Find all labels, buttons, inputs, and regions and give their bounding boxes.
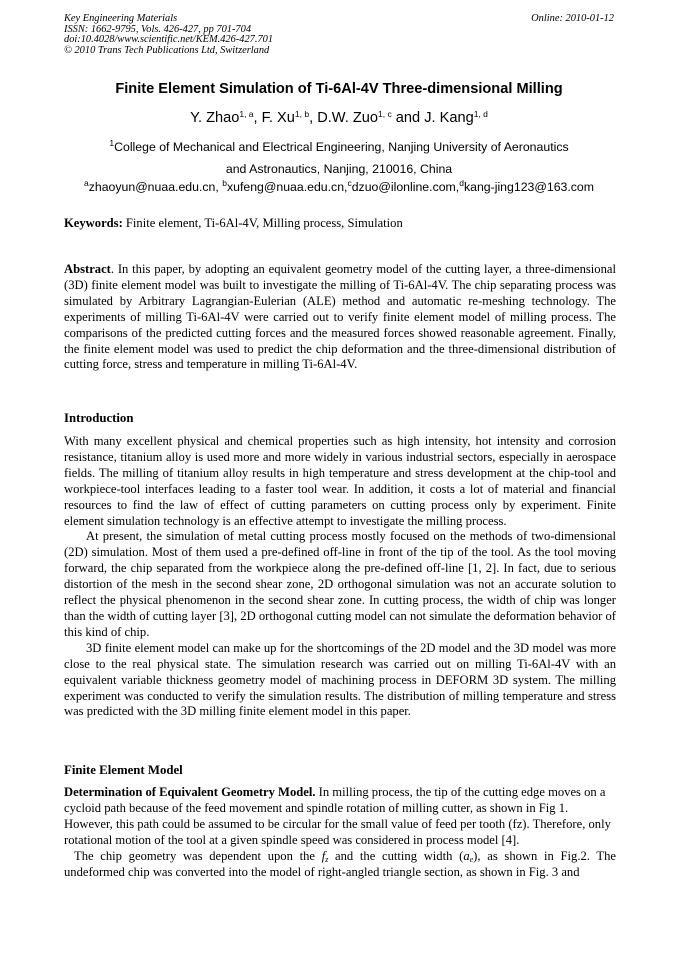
keywords-text: Finite element, Ti-6Al-4V, Milling process, Simulation [122, 216, 403, 230]
paragraph: In milling process, the tip of the cutting edge moves on a cycloid path because of the feed movement and spindle rotation of milling cutter, as shown in Fig 1. However, this path could be assumed to be circular for the small value of feed per tooth (fz). Therefore, only rotational motion of the tool at a given spindle speed was considered in process model [4]. [64, 785, 611, 847]
keywords-label: Keywords: [64, 216, 123, 230]
paragraph: 3D finite element model can make up for the shortcomings of the 2D model and the 3D model was more close to the real physical state. The simulation research was carried out on milling Ti-6Al-4V with an equivalent variable thickness geometry model of machining process in DEFORM 3D system. The milling experiment was conducted to verify the simulation results. The distribution of milling temperature and stress was predicted with the 3D milling finite element model in this paper. [64, 640, 616, 719]
paper-title: Finite Element Simulation of Ti-6Al-4V Three-dimensional Milling [115, 81, 563, 97]
author-separator: , [253, 110, 262, 126]
author-affiliation-marker: 1, d [473, 109, 488, 119]
subsection-label: Determination of Equivalent Geometry Model. [64, 785, 316, 799]
paragraph: With many excellent physical and chemical properties such as high intensity, hot intensity and corrosion resistance, titanium alloy is used more and more widely in various industrial sectors, especially in aerospace fields. The milling of titanium alloy results in high temperature and stress development at the chip-tool and workpiece-tool interfaces leading to a faster tool wear. In addition, it costs a lot of material and financial resources to find the law of effect of cutting parameters on cutting process only by experiment. Finite element simulation technology is an effective attempt to investigate the milling process. [64, 434, 616, 528]
affiliation-line: College of Mechanical and Electrical Engineering, Nanjing University of Aeronautics [114, 140, 569, 154]
author-name: F. Xu [261, 110, 295, 126]
paragraph-text: ), as shown in Fig.2. The undeformed chip was converted into the model of right-angled triangle section, as shown in Fig. 3 and [64, 848, 616, 879]
journal-doi: doi:10.4028/www.scientific.net/KEM.426-427.701 [64, 34, 274, 46]
email-address: dzuo@ilonline.com, [351, 180, 460, 194]
affiliation [0, 136, 678, 180]
journal-issn: ISSN: 1662-9795, Vols. 426-427, pp 701-704 [64, 23, 252, 35]
author-name: D.W. Zuo [317, 110, 379, 126]
email-marker: b [222, 178, 227, 188]
abstract-text: . In this paper, by adopting an equivalent geometry model of the cutting layer, a three-dimensional (3D) finite element model was built to investigate the milling of Ti-6Al-4V. The chip separating process was simulated by Arbitrary Lagrangian-Eulerian (ALE) method and automatic re-meshing technology. The experiments of milling Ti-6Al-4V were carried out to verify finite element model of milling process. The comparisons of the predicted cutting forces and the measured forces showed reasonable agreement. Finally, the finite element model was used to predict the chip deformation and the three-dimensional distribution of cutting force, stress and temperature in milling Ti-6Al-4V. [64, 262, 616, 372]
introduction-heading: Introduction [64, 411, 134, 425]
symbol-a: a [463, 848, 470, 863]
abstract-label: Abstract [64, 262, 111, 276]
paragraph-text: The chip geometry was dependent upon the [74, 848, 322, 863]
paragraph: At present, the simulation of metal cutting process mostly focused on the methods of two-dimensional (2D) simulation. Most of them used a pre-defined off-line in front of the tip of the tool. As the tool moving forward, the chip separated from the workpiece along the pre-defined off-line [1, 2]. In fact, due to serious distortion of the mesh in the second shear zone, 2D orthogonal simulation was not an accurate solution to reflect the physical phenomenon in the second shear zone. In cutting process, the width of chip was longer than the width of cutting layer [3], 2D orthogonal cutting model can not simulate the deformation behavior of this kind of chip. [64, 529, 616, 639]
fem-heading: Finite Element Model [64, 763, 183, 777]
affiliation-line: and Astronautics, Nanjing, 210016, China [225, 162, 453, 176]
email-address: kang-jing123@163.com [463, 180, 595, 194]
author-affiliation-marker: 1, b [294, 109, 310, 119]
symbol-subscript: e [469, 854, 474, 864]
symbol-subscript: z [325, 854, 329, 864]
journal-name: Key Engineering Materials [64, 13, 178, 24]
author-name: J. Kang [424, 110, 474, 126]
fem-body [64, 785, 616, 880]
affiliation-marker: 1 [109, 138, 115, 148]
abstract [64, 262, 616, 373]
email-list [0, 180, 678, 194]
author-affiliation-marker: 1, c [378, 109, 392, 119]
journal-metadata [64, 14, 616, 56]
email-marker: d [459, 178, 464, 188]
online-date: Online: 2010-01-12 [531, 13, 614, 24]
symbol-f: f [321, 848, 326, 863]
author-separator: and [391, 110, 425, 126]
author-affiliation-marker: 1, a [239, 109, 254, 119]
email-address: xufeng@nuaa.edu.cn, [226, 180, 348, 194]
author-list [0, 110, 678, 126]
email-marker: a [83, 178, 89, 188]
journal-copyright: © 2010 Trans Tech Publications Ltd, Switzerland [64, 44, 270, 56]
introduction-body [64, 434, 616, 720]
keywords [64, 216, 616, 232]
email-address: zhaoyun@nuaa.edu.cn, [88, 180, 223, 194]
email-marker: c [347, 178, 352, 188]
author-name: Y. Zhao [190, 110, 240, 126]
paragraph-text: and the cutting width ( [328, 848, 464, 863]
author-separator: , [309, 110, 318, 126]
